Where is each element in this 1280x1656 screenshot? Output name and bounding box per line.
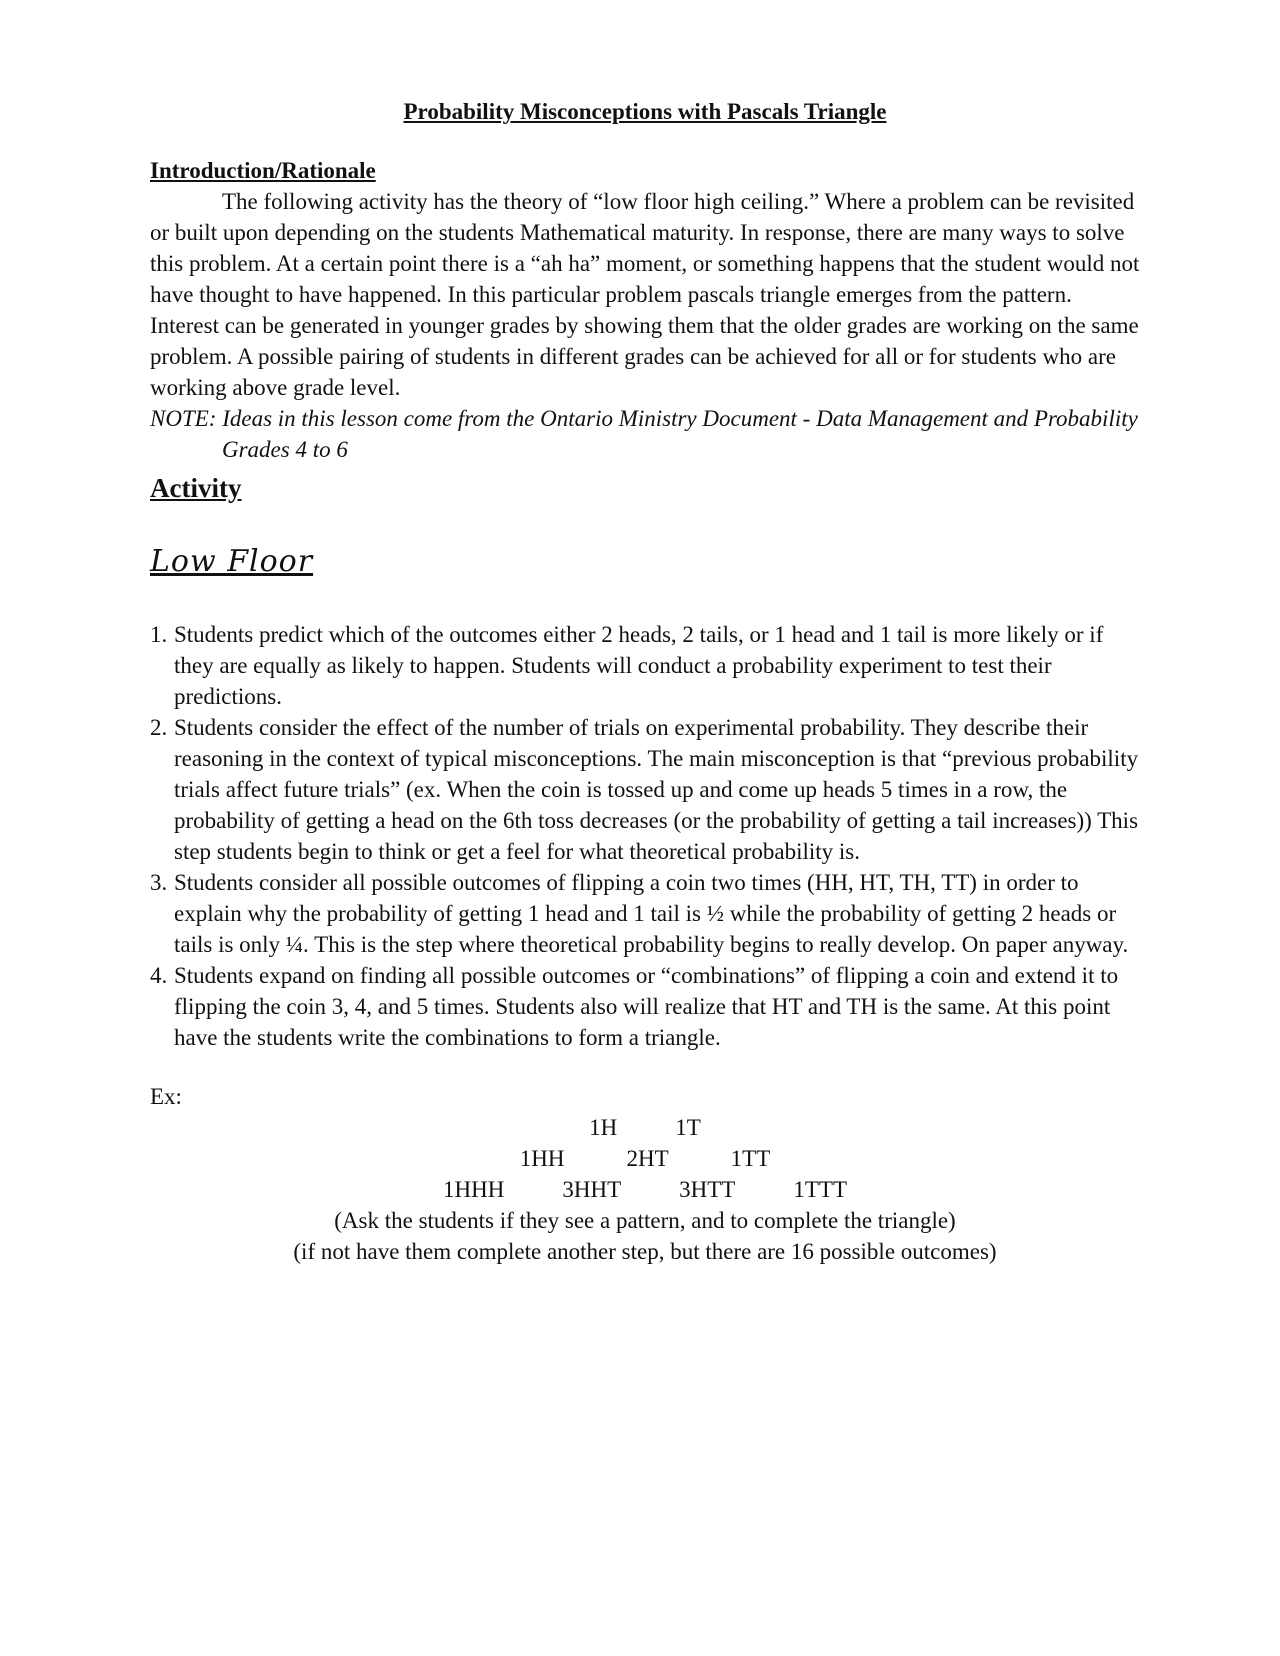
step-text: Students consider all possible outcomes of flipping a coin two times (HH, HT, TH, TT) in order to explain why the probability of getting 1 head and 1 tail is ½ while the probability of getting 2 heads or tails is only ¼. This is the step where theoretical probability begins to really develop. On paper anyway. [174,870,1129,957]
triangle-cell: 1TTT [793,1177,847,1202]
activity-heading: Activity [150,473,242,503]
triangle-row-1 [150,1112,1140,1143]
step-text: Students predict which of the outcomes either 2 heads, 2 tails, or 1 head and 1 tail is more likely or if they are equally as likely to happen. Students will conduct a probability experiment to test their predictions. [174,622,1104,709]
triangle-cell: 1T [675,1115,701,1140]
step-number: 2. [150,715,168,740]
step-text: Students expand on finding all possible outcomes or “combinations” of flipping a coin and extend it to flipping the coin 3, 4, and 5 times. Students also will realize that HT and TH is the same. At this point have the students write the combinations to form a triangle. [174,963,1119,1050]
source-note: NOTE: Ideas in this lesson come from the Ontario Ministry Document - Data Management and Probability Grades 4 to 6 [150,406,1138,462]
triangle-row-3 [150,1174,1140,1205]
step-item [150,712,1140,867]
step-item [150,867,1140,960]
triangle-cell: 1TT [730,1146,771,1171]
triangle-cell: 3HHT [562,1177,622,1202]
triangle-row-2 [150,1143,1140,1174]
step-item [150,960,1140,1053]
triangle-followup: (if not have them complete another step, but there are 16 possible outcomes) [293,1239,997,1264]
triangle-cell: 1H [589,1115,618,1140]
step-text: Students consider the effect of the number of trials on experimental probability. They describe their reasoning in the context of typical misconceptions. The main misconception is that “previous probability trials affect future trials” (ex. When the coin is tossed up and come up heads 5 times in a row, the probability of getting a head on the 6th toss decreases (or the probability of getting a tail increases)) This step students begin to think or get a feel for what theoretical probability is. [174,715,1139,864]
step-number: 1. [150,622,168,647]
intro-paragraph: The following activity has the theory of “low floor high ceiling.” Where a problem can be revisited or built upon depending on the students Mathematical maturity. In response, there are many ways to solve this problem. At a certain point there is a “ah ha” moment, or something happens that the student would not have thought to have happened. In this particular problem pascals triangle emerges from the pattern. Interest can be generated in younger grades by showing them that the older grades are working on the same problem. A possible pairing of students in different grades can be achieved for all or for students who are working above grade level. [150,189,1140,400]
step-number: 3. [150,870,168,895]
activity-steps [150,619,1140,1053]
triangle-cell: 3HTT [679,1177,736,1202]
low-floor-heading: Low Floor [150,544,314,579]
triangle-cell: 2HT [626,1146,669,1171]
triangle-cell: 1HH [519,1146,565,1171]
intro-heading: Introduction/Rationale [150,158,376,183]
step-number: 4. [150,963,168,988]
document-title: Probability Misconceptions with Pascals Triangle [403,99,887,124]
example-label: Ex: [150,1084,182,1109]
triangle-cell: 1HHH [443,1177,505,1202]
step-item [150,619,1140,712]
triangle-instruction: (Ask the students if they see a pattern, and to complete the triangle) [334,1208,956,1233]
